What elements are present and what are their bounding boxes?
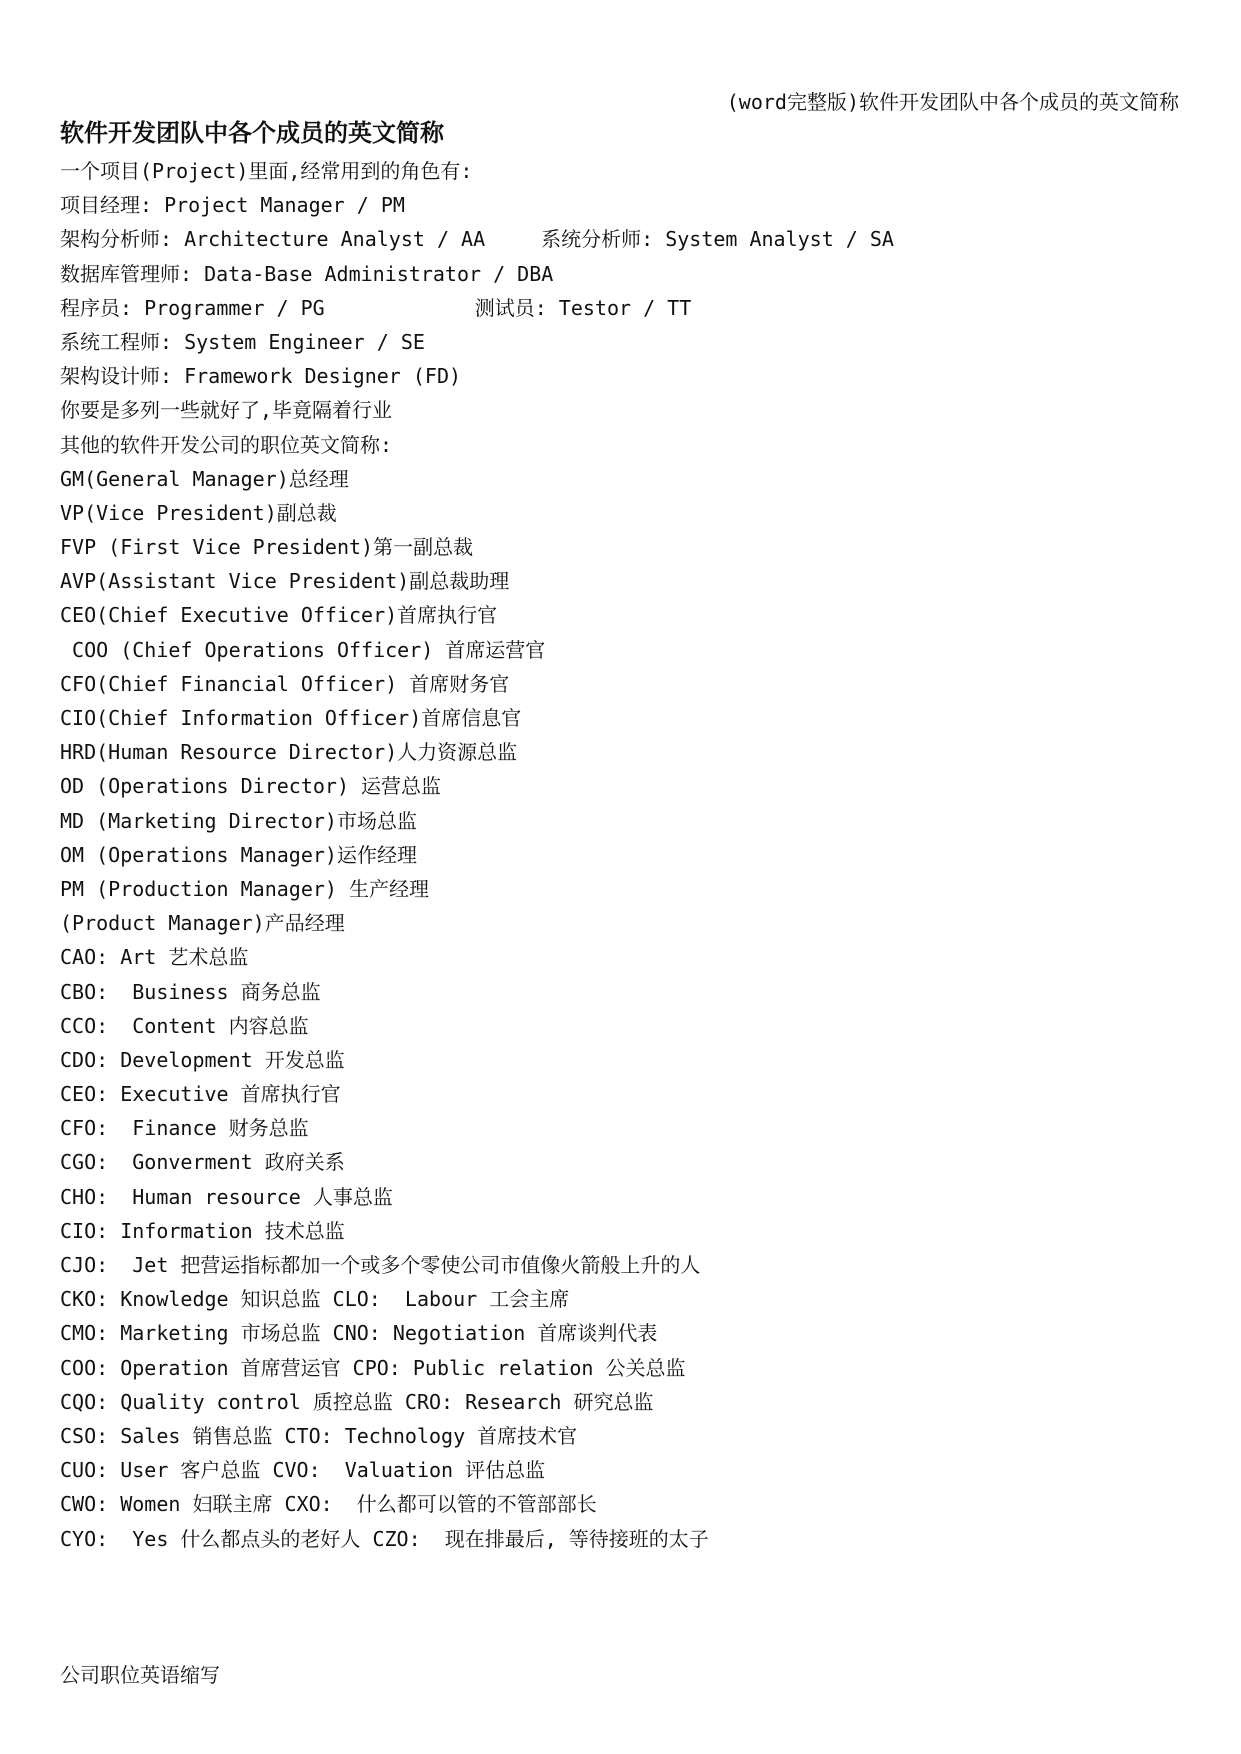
text-line xyxy=(60,804,1200,838)
text-line-content: CQO: Quality control 质控总监 CRO: Research 研究总监 xyxy=(60,1389,654,1414)
text-line xyxy=(60,735,1200,769)
text-line-content: GM(General Manager)总经理 xyxy=(60,466,349,491)
text-line xyxy=(60,428,1200,462)
text-line-content: CIO(Chief Information Officer)首席信息官 xyxy=(60,706,522,730)
text-line xyxy=(60,701,1200,735)
text-line xyxy=(60,633,1200,667)
text-line-content: CYO: Yes 什么都点头的老好人 CZO: 现在排最后, 等待接班的太子 xyxy=(60,1526,709,1551)
text-line xyxy=(60,838,1200,872)
text-line-content: 程序员: Programmer / PG xyxy=(60,295,325,320)
text-line xyxy=(60,325,1200,359)
text-line xyxy=(60,1111,1200,1145)
text-line-content: CHO: Human resource 人事总监 xyxy=(60,1184,393,1209)
text-line-content: CAO: Art 艺术总监 xyxy=(60,945,249,970)
text-line xyxy=(60,1043,1200,1077)
text-line xyxy=(60,1009,1200,1043)
document-title: 软件开发团队中各个成员的英文简称 xyxy=(60,119,444,147)
text-line-content: CBO: Business 商务总监 xyxy=(60,979,321,1004)
text-line-content: CGO: Gonverment 政府关系 xyxy=(60,1150,345,1175)
text-line-content: OD (Operations Director) 运营总监 xyxy=(60,774,442,799)
text-line xyxy=(60,667,1200,701)
text-line-content: CKO: Knowledge 知识总监 CLO: Labour 工会主席 xyxy=(60,1287,570,1312)
text-line-content: 你要是多列一些就好了,毕竟隔着行业 xyxy=(60,398,393,423)
document-body xyxy=(60,154,1200,1556)
text-line xyxy=(60,1145,1200,1179)
text-line xyxy=(60,1453,1200,1487)
text-line xyxy=(60,154,1200,188)
text-line-content: 架构分析师: Architecture Analyst / AA xyxy=(60,227,486,252)
text-line xyxy=(60,257,1200,291)
text-line xyxy=(60,564,1200,598)
text-line-content: CWO: Women 妇联主席 CXO: 什么都可以管的不管部部长 xyxy=(60,1492,597,1517)
text-line-content: CFO: Finance 财务总监 xyxy=(60,1116,309,1141)
text-line xyxy=(60,496,1200,530)
text-line-content: COO (Chief Operations Officer) 首席运营官 xyxy=(60,637,546,662)
text-line xyxy=(60,188,1200,222)
text-line-content: CJO: Jet 把营运指标都加一个或多个零使公司市值像火箭般上升的人 xyxy=(60,1253,701,1277)
text-line xyxy=(60,1385,1200,1419)
text-line xyxy=(60,1316,1200,1350)
text-line xyxy=(60,906,1200,940)
text-line-content: HRD(Human Resource Director)人力资源总监 xyxy=(60,740,518,765)
text-line-content: CEO: Executive 首席执行官 xyxy=(60,1082,341,1107)
text-line xyxy=(60,769,1200,803)
text-line-content: AVP(Assistant Vice President)副总裁助理 xyxy=(60,569,510,594)
section-heading-next: 公司职位英语缩写 xyxy=(60,1663,220,1687)
text-line xyxy=(60,1077,1200,1111)
text-line xyxy=(60,393,1200,427)
text-line xyxy=(60,359,1200,393)
text-line xyxy=(60,872,1200,906)
text-line-content: 项目经理: Project Manager / PM xyxy=(60,193,405,218)
text-line xyxy=(60,1419,1200,1453)
text-line-content: CMO: Marketing 市场总监 CNO: Negotiation 首席谈判代表 xyxy=(60,1321,658,1346)
text-line xyxy=(60,1214,1200,1248)
text-line-content: FVP (First Vice President)第一副总裁 xyxy=(60,535,474,560)
text-line xyxy=(60,975,1200,1009)
text-line-content-second: 系统分析师: System Analyst / SA xyxy=(541,227,894,252)
text-line xyxy=(60,1487,1200,1521)
text-line-content: PM (Production Manager) 生产经理 xyxy=(60,876,429,901)
text-line-content: 一个项目(Project)里面,经常用到的角色有: xyxy=(60,159,473,183)
text-line-content: 系统工程师: System Engineer / SE xyxy=(60,329,425,354)
text-line-content: CCO: Content 内容总监 xyxy=(60,1013,309,1038)
text-line-content: COO: Operation 首席营运官 CPO: Public relation 公关总监 xyxy=(60,1355,686,1380)
text-line xyxy=(60,222,1200,256)
text-line xyxy=(60,530,1200,564)
text-line xyxy=(60,291,1200,325)
text-line-content: 架构设计师: Framework Designer (FD) xyxy=(60,364,462,389)
text-line-content: CIO: Information 技术总监 xyxy=(60,1218,345,1243)
text-line-content: OM (Operations Manager)运作经理 xyxy=(60,842,417,867)
running-header: (word完整版)软件开发团队中各个成员的英文简称 xyxy=(726,90,1179,114)
text-line-content-second: 测试员: Testor / TT xyxy=(474,295,692,320)
text-line-content: 其他的软件开发公司的职位英文简称: xyxy=(60,432,393,457)
text-line xyxy=(60,462,1200,496)
text-line-content: VP(Vice President)副总裁 xyxy=(60,500,337,525)
text-line xyxy=(60,598,1200,632)
text-line xyxy=(60,1522,1200,1556)
text-line xyxy=(60,1351,1200,1385)
text-line-content: CDO: Development 开发总监 xyxy=(60,1047,345,1072)
text-line-content: (Product Manager)产品经理 xyxy=(60,911,345,936)
text-line xyxy=(60,1248,1200,1282)
text-line-content: CSO: Sales 销售总监 CTO: Technology 首席技术官 xyxy=(60,1423,578,1448)
text-line-content: MD (Marketing Director)市场总监 xyxy=(60,808,417,833)
text-line-content: CFO(Chief Financial Officer) 首席财务官 xyxy=(60,671,510,696)
text-line xyxy=(60,1180,1200,1214)
text-line-content: CUO: User 客户总监 CVO: Valuation 评估总监 xyxy=(60,1458,546,1483)
text-line-content: CEO(Chief Executive Officer)首席执行官 xyxy=(60,603,498,628)
text-line xyxy=(60,1282,1200,1316)
text-line xyxy=(60,940,1200,974)
text-line-content: 数据库管理师: Data-Base Administrator / DBA xyxy=(60,261,554,286)
